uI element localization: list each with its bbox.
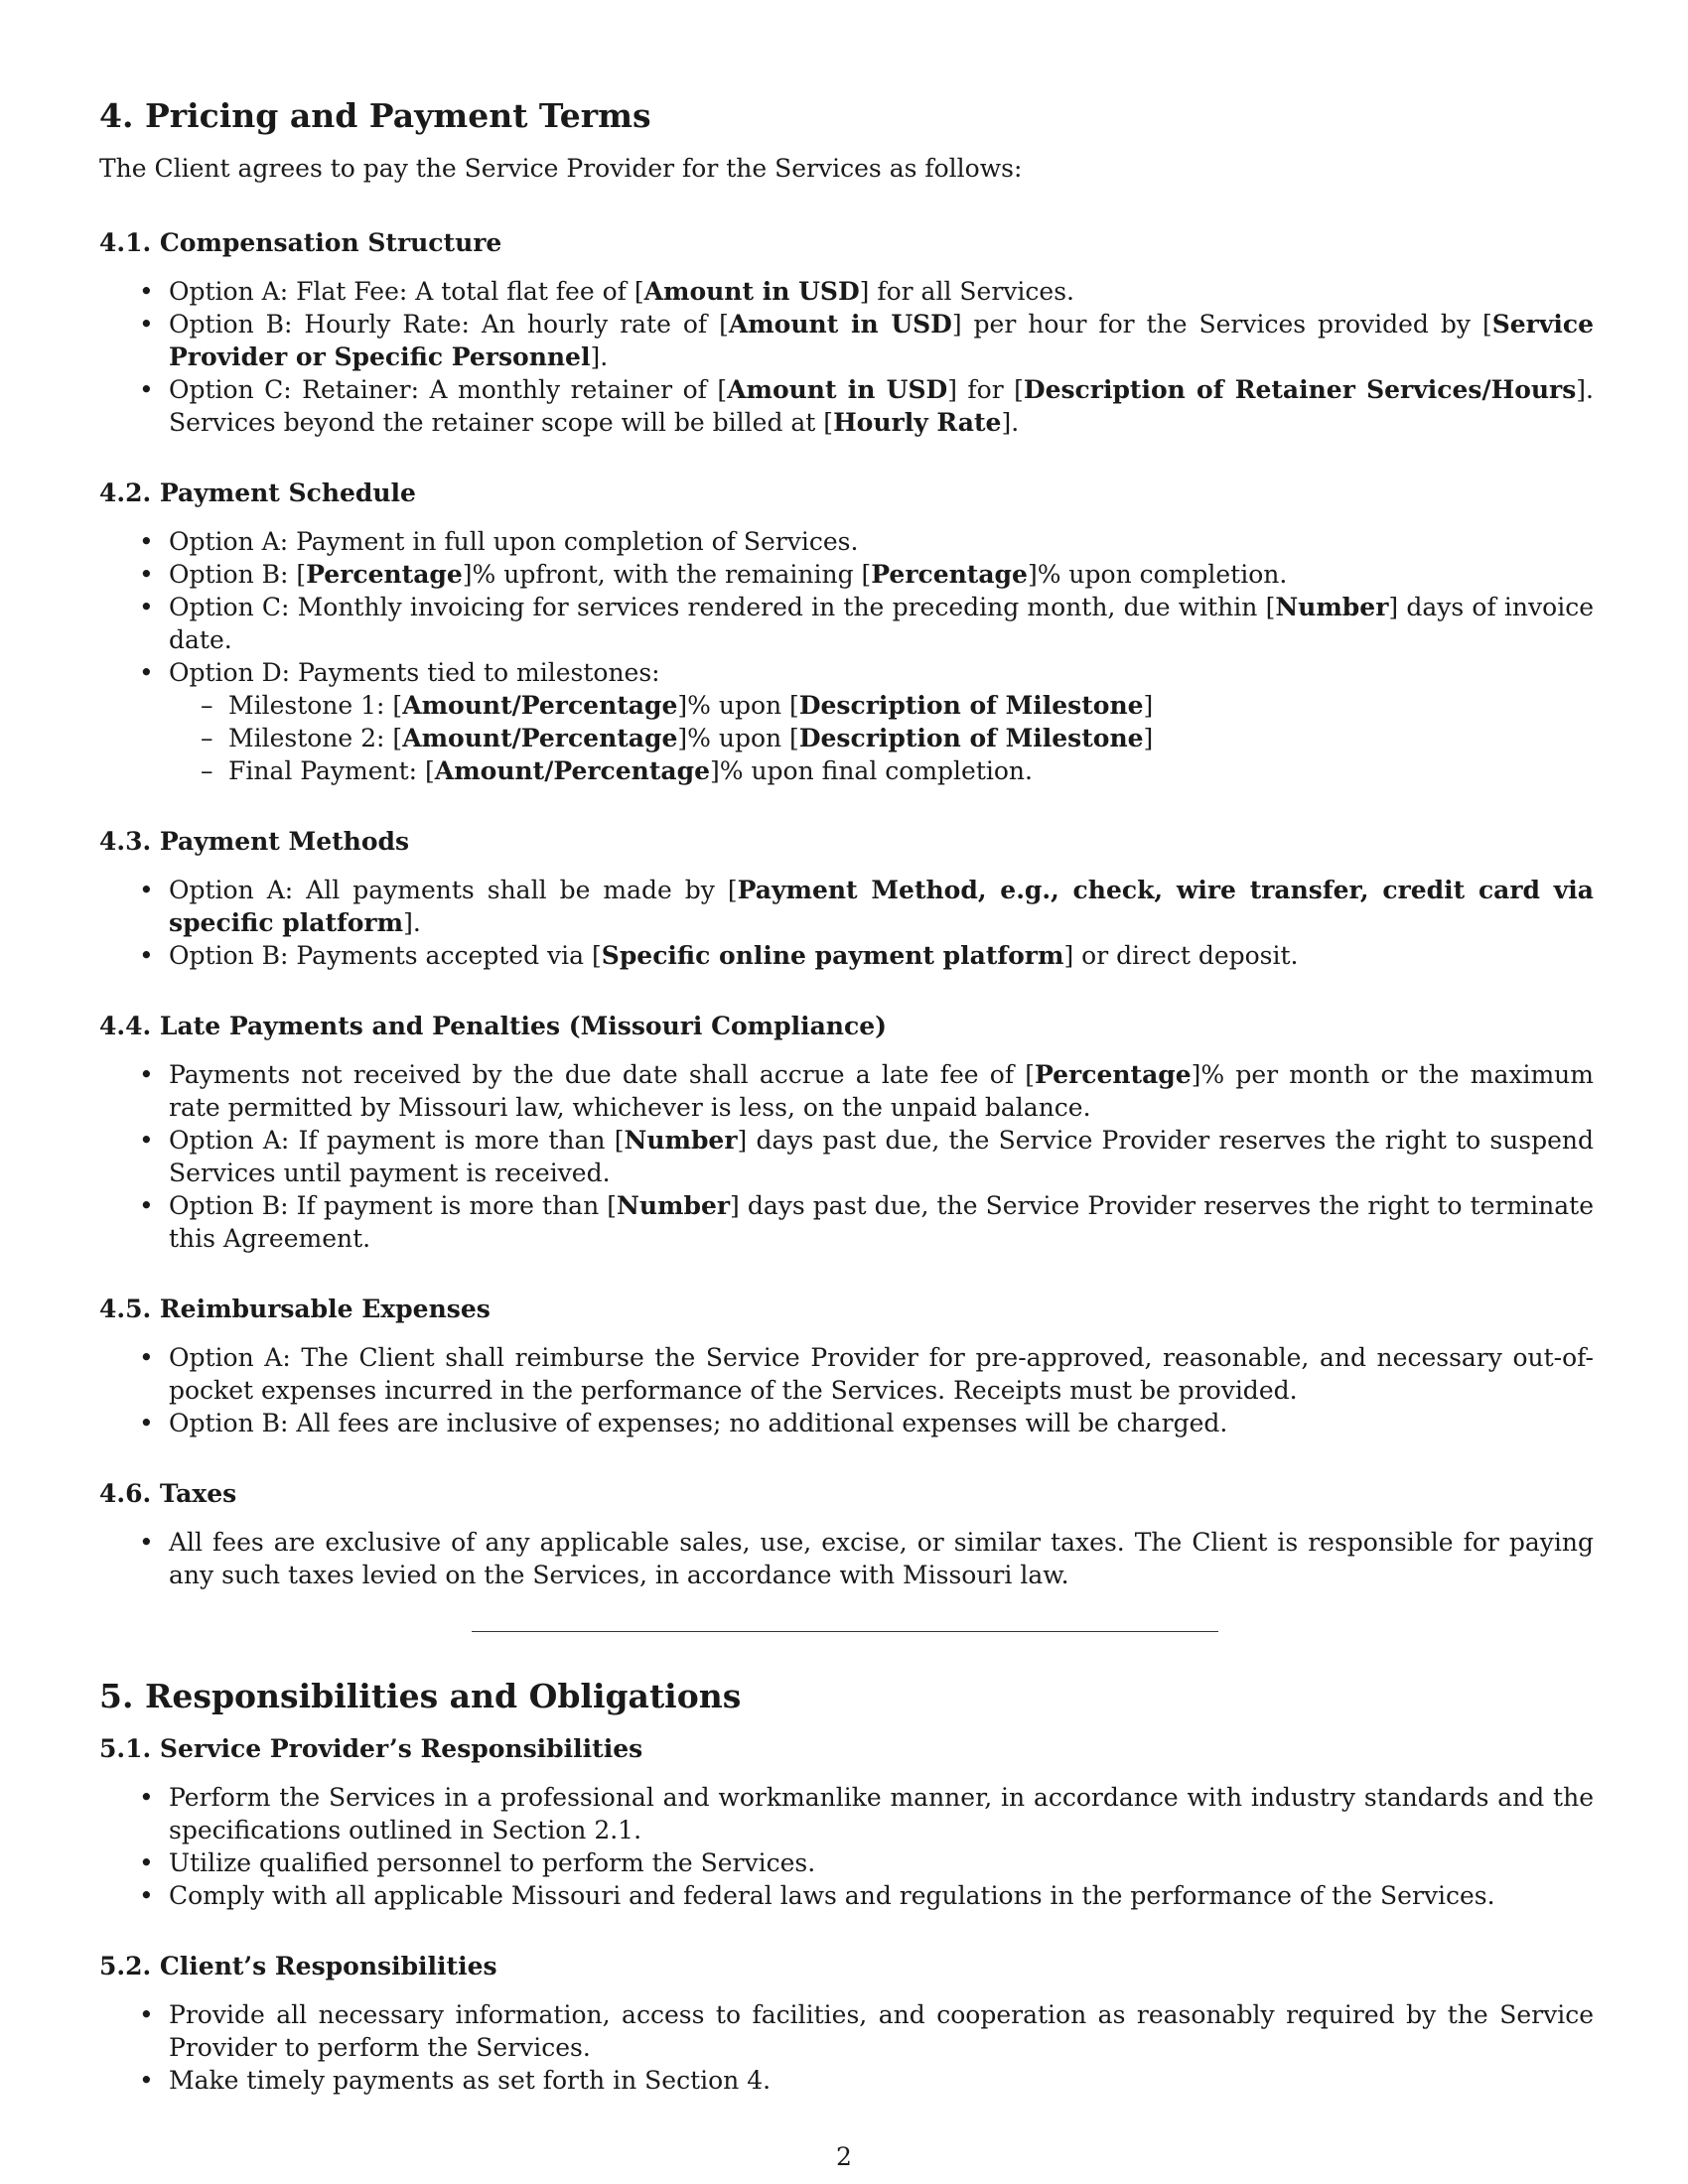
section-4-2 [99, 477, 1594, 787]
list-item: • Payments not received by the due date shall accrue a late fee of [Percentage]% per month or the maximum rate permitted by Missouri law, whichever is less, on the unpaid balance. [99, 1058, 1594, 1124]
section-5-1 [99, 1732, 1594, 1912]
sub-list-item: – Milestone 1: [Amount/Percentage]% upon [Description of Milestone] [99, 689, 1594, 722]
section-4-1 [99, 226, 1594, 439]
list-item: • Option B: If payment is more than [Number] days past due, the Service Provider reserves the right to terminate this Agreement. [99, 1189, 1594, 1255]
list-item: • All fees are exclusive of any applicable sales, use, excise, or similar taxes. The Client is responsible for paying any such taxes levied on the Services, in accordance with Missouri law. [99, 1526, 1594, 1591]
list-item: • Option A: The Client shall reimburse the Service Provider for pre-approved, reasonable, and necessary out-of-pocket expenses incurred in the performance of the Services. Receipts must be provided. [99, 1341, 1594, 1407]
list-item: • Option B: Payments accepted via [Specific online payment platform] or direct deposit. [99, 939, 1594, 972]
section-4-4-heading: 4.4. Late Payments and Penalties (Missouri Compliance) [99, 1011, 887, 1040]
page-number: 2 [836, 2142, 852, 2171]
list-item: • Option B: Hourly Rate: An hourly rate of [Amount in USD] per hour for the Services provided by [Service Provider or Specific Personnel]. [99, 308, 1594, 373]
section-4-4 [99, 1010, 1594, 1255]
list-item: • Make timely payments as set forth in Section 4. [99, 2064, 1594, 2097]
list-item: • Option B: [Percentage]% upfront, with the remaining [Percentage]% upon completion. [99, 558, 1594, 591]
section-4-6 [99, 1477, 1594, 1591]
section-4-2-heading: 4.2. Payment Schedule [99, 478, 416, 507]
section-4-3 [99, 825, 1594, 972]
list-item: • Utilize qualified personnel to perform the Services. [99, 1846, 1594, 1879]
section-4-1-heading: 4.1. Compensation Structure [99, 227, 502, 257]
list-item: • Perform the Services in a professional and workmanlike manner, in accordance with industry standards and the specifications outlined in Section 2.1. [99, 1781, 1594, 1846]
list-item: • Option C: Monthly invoicing for services rendered in the preceding month, due within [Number] days of invoice date. [99, 591, 1594, 656]
section-5-2 [99, 1950, 1594, 2097]
list-item: • Option A: Flat Fee: A total flat fee of [Amount in USD] for all Services. [99, 275, 1594, 308]
sub-list-item: – Milestone 2: [Amount/Percentage]% upon [Description of Milestone] [99, 722, 1594, 754]
section-4-intro: The Client agrees to pay the Service Provider for the Services as follows: [99, 153, 1023, 183]
section-5-heading: 5. Responsibilities and Obligations [99, 1676, 742, 1715]
list-item: • Option A: Payment in full upon completion of Services. [99, 525, 1594, 558]
list-item: • Option A: If payment is more than [Number] days past due, the Service Provider reserves the right to suspend Services until payment is received. [99, 1124, 1594, 1189]
list-item: • Option B: All fees are inclusive of expenses; no additional expenses will be charged. [99, 1407, 1594, 1439]
sub-list-item: – Final Payment: [Amount/Percentage]% upon final completion. [99, 754, 1594, 787]
section-5-1-heading: 5.1. Service Provider’s Responsibilities [99, 1733, 643, 1763]
list-item: • Provide all necessary information, access to facilities, and cooperation as reasonably required by the Service Provider to perform the Services. [99, 1998, 1594, 2064]
list-item: • Option A: All payments shall be made by [Payment Method, e.g., check, wire transfer, credit card via specific platform]. [99, 874, 1594, 939]
section-4-5 [99, 1293, 1594, 1439]
list-item: • Option D: Payments tied to milestones: [99, 656, 1594, 689]
section-4-3-heading: 4.3. Payment Methods [99, 826, 410, 856]
horizontal-rule-divider [472, 1631, 1218, 1632]
document-page [99, 95, 1594, 2097]
section-4-6-heading: 4.6. Taxes [99, 1478, 237, 1508]
section-4-5-heading: 4.5. Reimbursable Expenses [99, 1294, 491, 1323]
section-4-heading: 4. Pricing and Payment Terms [99, 96, 651, 135]
section-5-2-heading: 5.2. Client’s Responsibilities [99, 1951, 497, 1980]
list-item: • Comply with all applicable Missouri and federal laws and regulations in the performance of the Services. [99, 1879, 1594, 1912]
list-item: • Option C: Retainer: A monthly retainer of [Amount in USD] for [Description of Retainer Services/Hours]. Services beyond the retainer scope will be billed at [Hourly Rate]. [99, 373, 1594, 439]
